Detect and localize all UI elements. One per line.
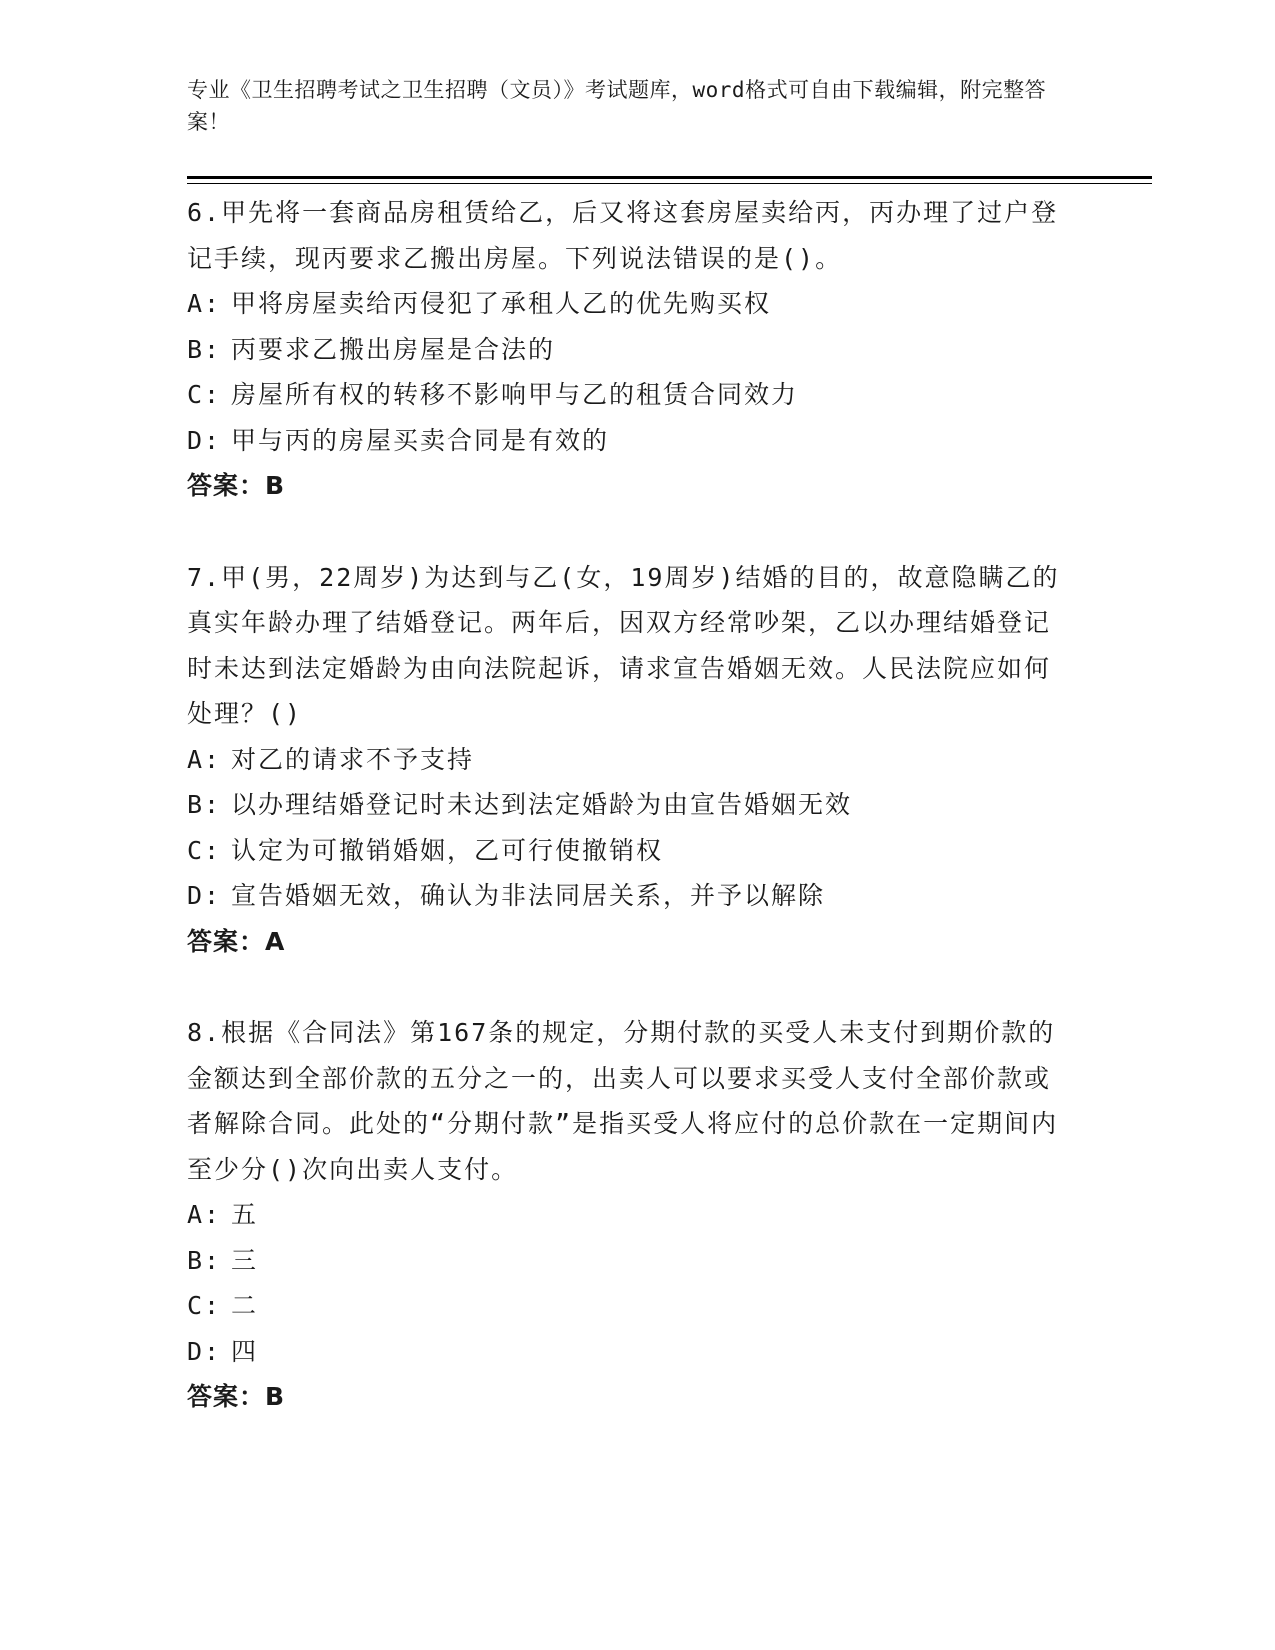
option-label: B: xyxy=(187,1245,222,1275)
option-label: C: xyxy=(187,1291,222,1320)
answer-line: 答案：B xyxy=(187,1382,286,1411)
option-text: 甲将房屋卖给丙侵犯了承租人乙的优先购买权 xyxy=(231,289,772,318)
answer-line: 答案：B xyxy=(187,471,286,500)
option-text: 认定为可撤销婚姻，乙可行使撤销权 xyxy=(231,835,664,865)
option-label: B: xyxy=(187,334,222,364)
option-d xyxy=(187,1329,1077,1375)
page-header: 专业《卫生招聘考试之卫生招聘（文员）》考试题库，word格式可自由下载编辑，附完整答案！ xyxy=(187,78,1047,134)
header-rule-thick xyxy=(187,176,1152,179)
option-label: C: xyxy=(187,380,222,409)
option-text: 二 xyxy=(231,1291,259,1320)
option-text: 四 xyxy=(231,1336,259,1366)
option-label: B: xyxy=(187,790,222,819)
option-c xyxy=(187,1283,1077,1329)
option-text: 甲与丙的房屋买卖合同是有效的 xyxy=(231,425,610,455)
option-a xyxy=(187,281,1077,327)
answer-line: 答案：A xyxy=(187,926,286,956)
option-label: D: xyxy=(187,881,222,910)
question-7 xyxy=(187,555,1077,965)
question-stem: 8.根据《合同法》第167条的规定，分期付款的买受人未支付到期价款的金额达到全部价款的五分之一的，出卖人可以要求买受人支付全部价款或者解除合同。此处的“分期付款”是指买受人将应付的总价款在一定期间内至少分()次向出卖人支付。 xyxy=(187,1018,1059,1184)
option-label: A: xyxy=(187,289,222,318)
option-text: 五 xyxy=(231,1200,259,1229)
option-c xyxy=(187,828,1077,874)
option-b xyxy=(187,782,1077,828)
option-a xyxy=(187,1192,1077,1238)
option-text: 房屋所有权的转移不影响甲与乙的租赁合同效力 xyxy=(231,380,799,409)
option-d xyxy=(187,873,1077,919)
option-c xyxy=(187,372,1077,418)
option-label: A: xyxy=(187,1200,222,1229)
option-text: 对乙的请求不予支持 xyxy=(231,744,475,774)
option-d xyxy=(187,418,1077,464)
question-stem: 7.甲(男，22周岁)为达到与乙(女，19周岁)结婚的目的，故意隐瞒乙的真实年龄办理了结婚登记。两年后，因双方经常吵架，乙以办理结婚登记时未达到法定婚龄为由向法院起诉，请求宣告婚姻无效。人民法院应如何处理？() xyxy=(187,562,1060,728)
option-a xyxy=(187,737,1077,783)
option-b xyxy=(187,1238,1077,1284)
option-b xyxy=(187,327,1077,373)
option-label: A: xyxy=(187,744,222,774)
option-text: 宣告婚姻无效，确认为非法同居关系，并予以解除 xyxy=(231,881,826,910)
question-stem: 6.甲先将一套商品房租赁给乙，后又将这套房屋卖给丙，丙办理了过户登记手续，现丙要求乙搬出房屋。下列说法错误的是()。 xyxy=(187,198,1059,273)
option-label: D: xyxy=(187,425,222,455)
option-label: D: xyxy=(187,1336,222,1366)
option-text: 丙要求乙搬出房屋是合法的 xyxy=(231,334,556,364)
question-8 xyxy=(187,1010,1077,1420)
option-text: 以办理结婚登记时未达到法定婚龄为由宣告婚姻无效 xyxy=(231,790,853,819)
question-list xyxy=(187,190,1077,1466)
option-text: 三 xyxy=(231,1245,259,1275)
option-label: C: xyxy=(187,835,222,865)
header-rule-thin xyxy=(187,183,1152,184)
question-6 xyxy=(187,190,1077,509)
